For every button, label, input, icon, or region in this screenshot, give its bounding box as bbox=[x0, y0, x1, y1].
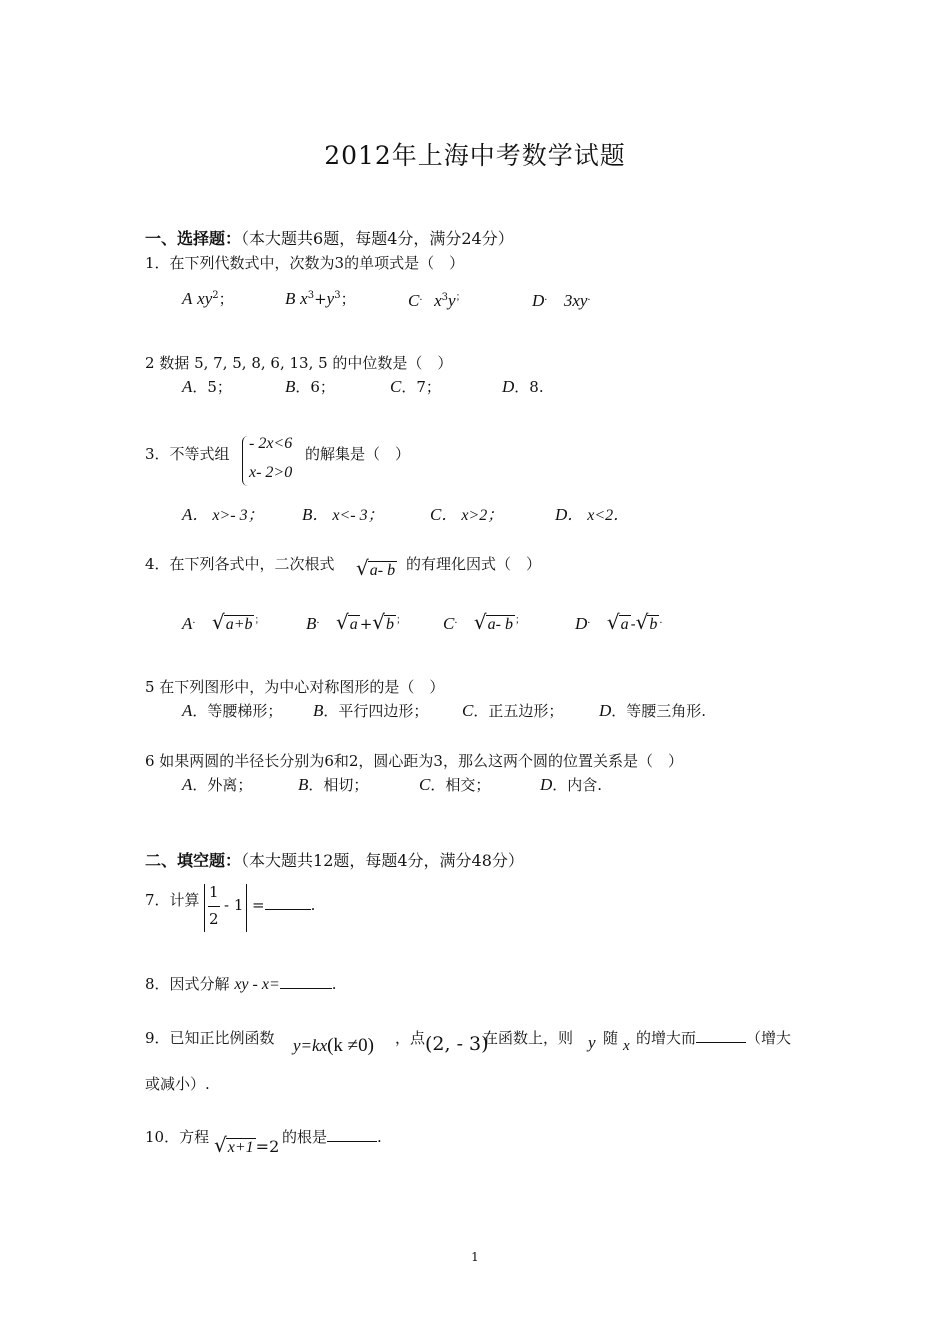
option-text: ．等腰三角形. bbox=[611, 702, 707, 720]
fraction-bar bbox=[208, 906, 220, 907]
q8-line bbox=[145, 973, 337, 994]
section-2-note: （本大题共12题，每题4分，满分48分） bbox=[241, 851, 524, 870]
q4-option-b bbox=[306, 610, 406, 634]
q1-option-b bbox=[285, 288, 356, 309]
q1-option-a bbox=[182, 288, 234, 309]
q7-numerator: 1 bbox=[209, 883, 219, 901]
option-text: ．外离； bbox=[192, 776, 253, 794]
punct: ； bbox=[340, 290, 356, 308]
q10-equation bbox=[214, 1133, 279, 1157]
option-label: D bbox=[599, 701, 612, 720]
q6-option-b bbox=[298, 774, 368, 795]
abs-bar-right bbox=[246, 884, 247, 932]
q1-b-term: x bbox=[300, 289, 308, 308]
radical-sign: √ bbox=[473, 610, 487, 634]
q9-mid: 在函数上，则 bbox=[483, 1029, 574, 1047]
radicand: a+b bbox=[225, 616, 253, 633]
q4-radical bbox=[356, 556, 397, 580]
q3-option-b bbox=[302, 502, 384, 525]
q6-option-a bbox=[182, 774, 252, 795]
section-1-label: 一、选择题： bbox=[145, 229, 242, 248]
radicand: b bbox=[649, 616, 658, 633]
abs-bar-left bbox=[204, 884, 205, 932]
section-2-heading bbox=[145, 848, 524, 871]
option-text: ．内含. bbox=[552, 776, 603, 794]
option-label: C bbox=[462, 701, 474, 720]
punct: . bbox=[377, 1128, 382, 1146]
q9-tail bbox=[636, 1027, 791, 1048]
option-label: B bbox=[302, 505, 313, 524]
q4-option-c bbox=[443, 610, 525, 634]
radical-sign: √ bbox=[372, 610, 386, 634]
punct: ． bbox=[587, 615, 598, 626]
q5-option-b bbox=[313, 700, 428, 721]
option-text: ．8. bbox=[514, 378, 544, 396]
q9-y: y bbox=[588, 1033, 596, 1052]
q4-option-d bbox=[575, 610, 669, 634]
equals: = bbox=[252, 896, 265, 914]
option-label: C bbox=[408, 291, 420, 310]
q7-equals bbox=[252, 896, 315, 914]
option-text: ． x>2； bbox=[441, 507, 504, 524]
plus: + bbox=[314, 290, 327, 308]
q2-option-d bbox=[502, 376, 544, 397]
q5-option-c bbox=[462, 700, 563, 721]
q3-option-d bbox=[555, 502, 629, 525]
option-label: B bbox=[285, 289, 296, 308]
q6-option-c bbox=[419, 774, 490, 795]
option-label: C bbox=[443, 614, 455, 633]
punct: ． bbox=[316, 615, 327, 626]
radical-sign: √ bbox=[356, 556, 369, 580]
q5-option-a bbox=[182, 700, 282, 721]
answer-blank[interactable] bbox=[265, 909, 311, 910]
q1-option-d bbox=[532, 288, 597, 311]
option-label: C bbox=[430, 505, 442, 524]
q3-option-a bbox=[182, 502, 264, 525]
option-text: ．6； bbox=[295, 378, 335, 396]
punct: ； bbox=[514, 615, 525, 626]
radicand: a bbox=[349, 616, 358, 633]
condition: (k ≠0) bbox=[327, 1035, 374, 1056]
q8-stem: 8．因式分解 bbox=[145, 975, 230, 993]
q4-stem-pre: 4．在下列各式中，二次根式 bbox=[145, 555, 335, 573]
exponent: 3 bbox=[441, 292, 449, 303]
option-text: ．相交； bbox=[430, 776, 491, 794]
option-text: ．等腰梯形； bbox=[192, 702, 283, 720]
q9-point: (2, - 3) bbox=[425, 1033, 489, 1055]
option-label: D bbox=[555, 505, 568, 524]
q8-expr: xy - x= bbox=[234, 976, 280, 993]
option-text: ． x<- 3； bbox=[312, 507, 384, 524]
section-2-label: 二、填空题： bbox=[145, 851, 242, 870]
q2-option-a bbox=[182, 376, 232, 397]
q4-option-a bbox=[182, 610, 264, 634]
q1-option-c bbox=[408, 288, 466, 311]
tail-text: 的增大而 bbox=[636, 1029, 697, 1047]
radicand: a bbox=[620, 616, 629, 633]
q3-inequality-1: - 2x<6 bbox=[249, 435, 293, 452]
q6-stem: 6 如果两圆的半径长分别为6和2，圆心距为3，那么这两个圆的位置关系是（ ） bbox=[145, 752, 683, 770]
radicand: b bbox=[386, 616, 395, 633]
q3-stem-pre: 3．不等式组 bbox=[145, 445, 230, 463]
radical-sign: √ bbox=[335, 610, 349, 634]
radical-sign: √ bbox=[211, 610, 225, 634]
punct: ． bbox=[659, 615, 670, 626]
punct: ． bbox=[544, 292, 555, 303]
func-expr: y=kx bbox=[293, 1036, 328, 1055]
radicand: a- b bbox=[487, 616, 513, 633]
option-label: A bbox=[182, 289, 193, 308]
option-label: C bbox=[419, 775, 431, 794]
q2-option-c bbox=[390, 376, 441, 397]
exponent: 3 bbox=[307, 290, 315, 301]
q2-option-b bbox=[285, 376, 335, 397]
radicand: a- b bbox=[369, 562, 396, 579]
q1-a-expr: xy bbox=[197, 289, 213, 308]
punct: ． bbox=[454, 615, 465, 626]
exponent: 2 bbox=[212, 290, 219, 301]
punct: ． bbox=[587, 292, 598, 303]
paren-text: （增大 bbox=[746, 1029, 792, 1047]
punct: ； bbox=[218, 290, 234, 308]
q4-stem-post: 的有理化因式（ ） bbox=[406, 555, 542, 573]
q9-pt-pre: ，点 bbox=[395, 1029, 426, 1047]
q1-d-expr: 3xy bbox=[563, 291, 588, 310]
option-label: A bbox=[182, 614, 193, 633]
option-label: B bbox=[306, 614, 317, 633]
q7-stem: 7．计算 bbox=[145, 891, 200, 909]
q1-c-term: y bbox=[448, 291, 456, 310]
option-label: A bbox=[182, 377, 193, 396]
q9-stem: 9．已知正比例函数 bbox=[145, 1029, 275, 1047]
q10-stem: 10．方程 bbox=[145, 1128, 210, 1146]
page-number: 1 bbox=[471, 1250, 479, 1264]
option-label: D bbox=[575, 614, 588, 633]
q3-option-c bbox=[430, 502, 503, 525]
option-label: B bbox=[285, 377, 296, 396]
q5-option-d bbox=[599, 700, 706, 721]
punct: . bbox=[331, 975, 337, 993]
q9-sui: 随 bbox=[603, 1029, 619, 1047]
option-label: A bbox=[182, 775, 193, 794]
option-text: ．平行四边形； bbox=[323, 702, 429, 720]
q1-c-term: x bbox=[434, 291, 442, 310]
q7-minus-one: - 1 bbox=[224, 896, 244, 914]
exponent: 3 bbox=[334, 290, 341, 301]
radical-sign: √ bbox=[635, 610, 649, 634]
answer-blank[interactable] bbox=[327, 1141, 377, 1142]
system-brace bbox=[242, 436, 249, 486]
q2-stem: 2 数据 5, 7, 5, 8, 6, 13, 5 的中位数是（ ） bbox=[145, 354, 453, 372]
radical-sign: √ bbox=[214, 1133, 227, 1157]
radicand: x+1 bbox=[227, 1139, 254, 1156]
punct: ． bbox=[419, 292, 430, 303]
option-label: A bbox=[182, 505, 193, 524]
q1-stem: 1．在下列代数式中，次数为3的单项式是（ ） bbox=[145, 254, 465, 272]
option-text: ．正五边形； bbox=[473, 702, 564, 720]
option-text: ．相切； bbox=[308, 776, 369, 794]
option-label: D bbox=[502, 377, 515, 396]
equals-two: =2 bbox=[255, 1137, 280, 1156]
q9-function bbox=[293, 1035, 374, 1057]
q3-inequality-2: x- 2>0 bbox=[249, 464, 293, 481]
option-label: D bbox=[532, 291, 545, 310]
punct: ； bbox=[254, 615, 265, 626]
answer-blank[interactable] bbox=[280, 988, 332, 989]
option-label: B bbox=[313, 701, 324, 720]
q5-stem: 5 在下列图形中，为中心对称图形的是（ ） bbox=[145, 678, 445, 696]
q7-denominator: 2 bbox=[209, 910, 219, 928]
q3-stem-post: 的解集是（ ） bbox=[305, 445, 411, 463]
punct: ； bbox=[455, 292, 466, 303]
q6-option-d bbox=[540, 774, 602, 795]
option-label: B bbox=[298, 775, 309, 794]
page-title: 2012年上海中考数学试题 bbox=[324, 141, 626, 170]
tail-text: 的根是 bbox=[282, 1128, 328, 1146]
option-text: ． x<2． bbox=[567, 507, 630, 524]
option-label: D bbox=[540, 775, 553, 794]
radical-sign: √ bbox=[606, 610, 620, 634]
answer-blank[interactable] bbox=[696, 1042, 746, 1043]
q10-tail bbox=[282, 1126, 382, 1147]
q1-b-term: y bbox=[326, 289, 335, 308]
plus: + bbox=[359, 615, 373, 633]
punct: ． bbox=[192, 615, 203, 626]
option-label: C bbox=[390, 377, 402, 396]
section-1-heading bbox=[145, 226, 514, 249]
q9-x: x bbox=[623, 1038, 630, 1054]
option-text: ． x>- 3； bbox=[192, 507, 264, 524]
punct: . bbox=[310, 896, 316, 914]
section-1-note: （本大题共6题，每题4分，满分24分） bbox=[241, 229, 514, 248]
option-text: ．7； bbox=[401, 378, 441, 396]
punct: ； bbox=[396, 615, 407, 626]
q9-line2: 或减小）. bbox=[145, 1075, 210, 1093]
option-label: A bbox=[182, 701, 193, 720]
minus: - bbox=[630, 615, 636, 633]
option-text: ．5； bbox=[192, 378, 232, 396]
